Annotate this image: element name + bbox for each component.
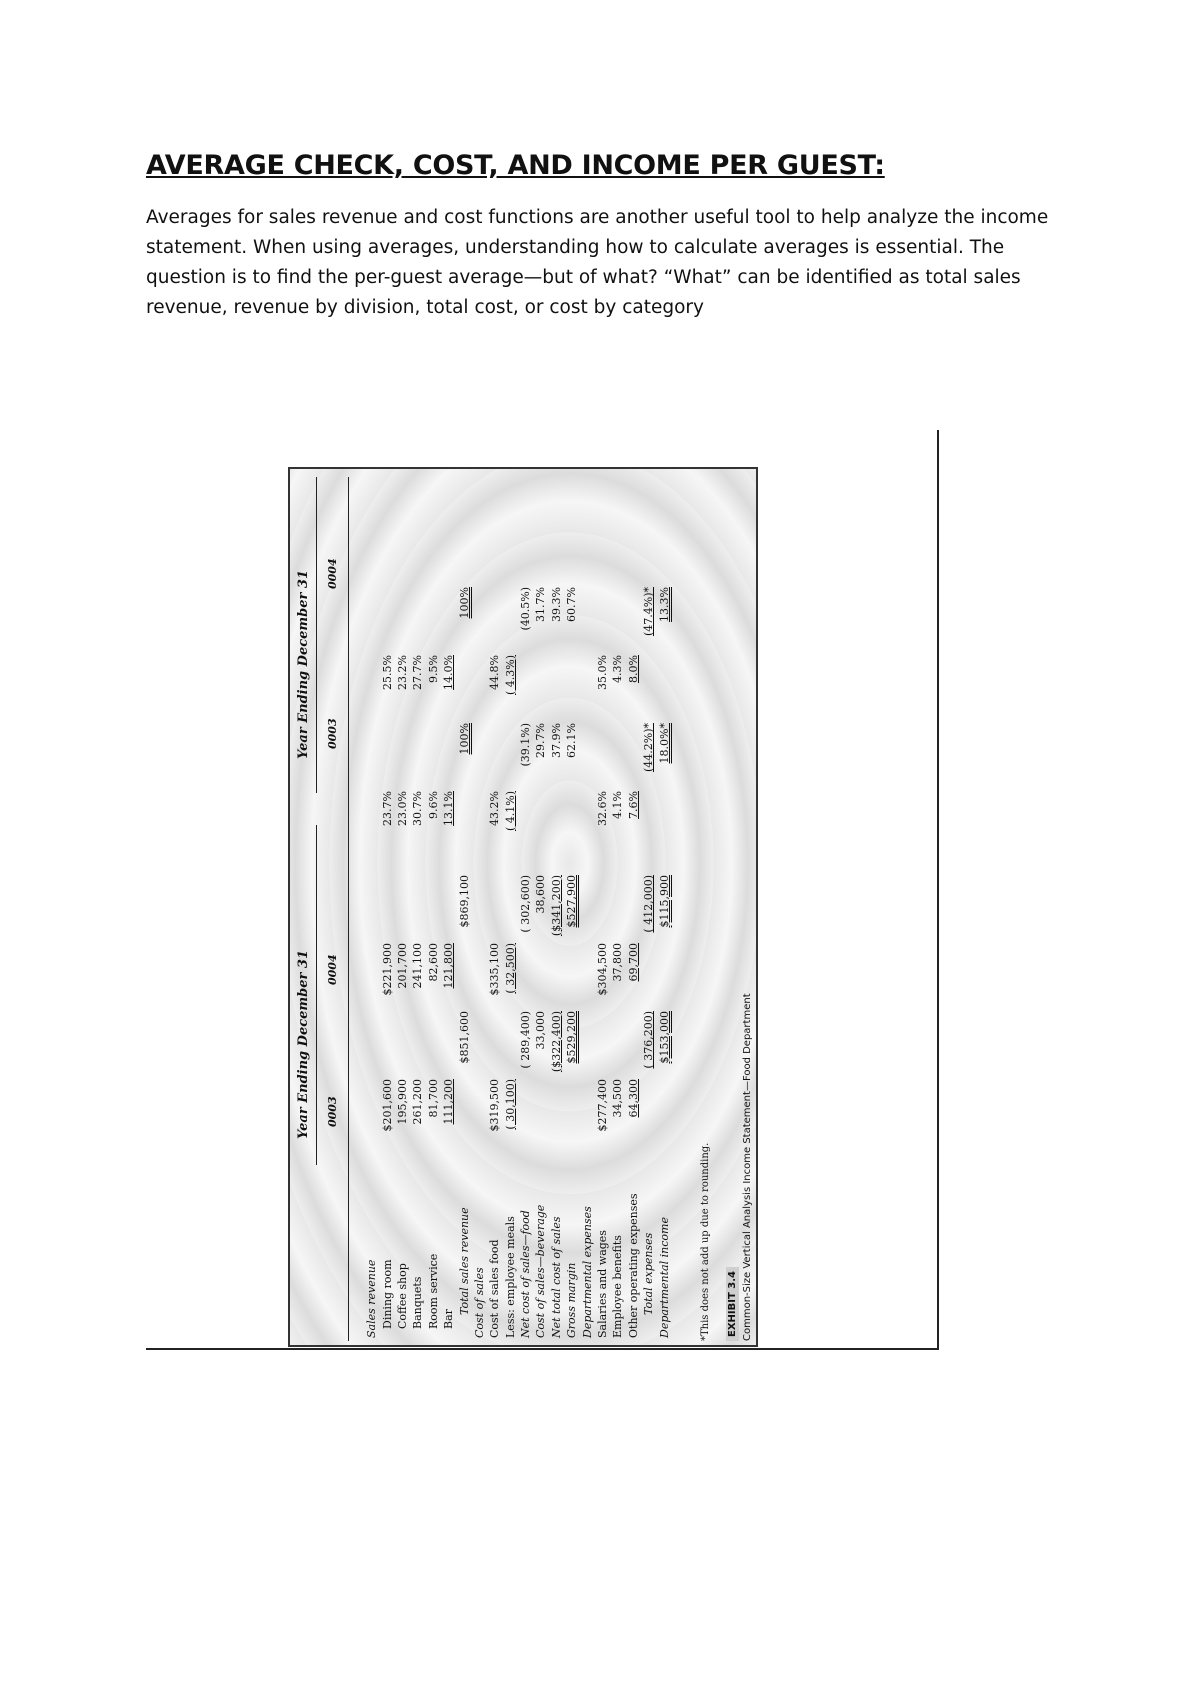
row-label: Salaries and wages [596, 1230, 610, 1338]
amount-cell [579, 1076, 594, 1144]
percent-cell: ( 4.3%) [503, 655, 517, 696]
column-gap [456, 856, 471, 872]
row-label: Cost of sales—beverage [534, 1204, 548, 1338]
row-label: Cost of sales [472, 1267, 486, 1338]
percent-cell [379, 720, 394, 788]
row-label: Bar [442, 1309, 456, 1329]
amount-cell: 37,800 [611, 943, 625, 982]
row-label: Employee benefits [611, 1235, 625, 1338]
amount-cell: ( 412,000) [642, 875, 656, 933]
percent-cell [472, 788, 487, 856]
amount-cell [579, 872, 594, 940]
exhibit-scan [288, 467, 758, 1347]
percent-cell [503, 584, 518, 652]
percent-cell [579, 652, 594, 720]
percent-cell: 23.0% [395, 791, 409, 826]
amount-cell: ( 30,100) [503, 1079, 517, 1130]
percent-cell [610, 584, 625, 652]
amount-cell: 82,600 [426, 943, 440, 982]
percent-cell: 23.7% [380, 791, 394, 826]
percent-cell: 13.3% [657, 587, 671, 622]
amount-cell: ( 376,200) [642, 1011, 656, 1069]
amount-cell [626, 872, 641, 940]
percent-cell: 44.8% [488, 655, 502, 690]
percent-cell: 23.2% [395, 655, 409, 690]
amount-cell [595, 1008, 610, 1076]
statement-row [641, 584, 656, 1341]
percent-cell: 4.3% [611, 655, 625, 683]
column-gap [364, 856, 379, 872]
percent-cell [379, 584, 394, 652]
statement-row [379, 584, 394, 1341]
percent-cell: (39.1%) [519, 723, 533, 767]
amount-cell [656, 940, 671, 1008]
statement-row [487, 584, 502, 1341]
amount-cell [456, 940, 471, 1008]
amount-cell [533, 940, 548, 1008]
row-label: Coffee shop [395, 1263, 409, 1329]
amount-cell [610, 1008, 625, 1076]
percent-cell: 9.5% [426, 655, 440, 683]
amount-cell: ($341,200) [549, 875, 563, 937]
column-gap [487, 856, 502, 872]
amount-cell: $201,600 [380, 1079, 394, 1132]
percent-cell [533, 788, 548, 856]
group-header-dollars: Year Ending December 31 [296, 950, 311, 1139]
percent-cell: 7.6% [626, 791, 640, 819]
amount-cell [410, 1008, 425, 1076]
percent-cell [410, 720, 425, 788]
header-rule [348, 477, 349, 1341]
percent-cell: 39.3% [549, 587, 563, 622]
amount-cell [518, 1076, 533, 1144]
amount-cell [456, 1076, 471, 1144]
percent-cell: ( 4.1%) [503, 791, 517, 832]
row-label: Dining room [380, 1259, 394, 1329]
row-label: Room service [426, 1253, 440, 1329]
amount-cell: 64,300 [626, 1079, 640, 1118]
statement-row [456, 584, 471, 1341]
amount-cell [503, 872, 518, 940]
column-gap [564, 856, 579, 872]
amount-cell: 34,500 [611, 1079, 625, 1118]
income-statement-table [364, 584, 672, 1341]
amount-cell: $869,100 [457, 875, 471, 928]
percent-cell [518, 652, 533, 720]
percent-cell: 100% [457, 587, 471, 619]
statement-row [518, 584, 533, 1341]
percent-cell [564, 788, 579, 856]
column-gap [441, 856, 456, 872]
amount-cell [364, 940, 379, 1008]
rounding-footnote: *This does not add up due to rounding. [700, 1142, 711, 1341]
statement-row [472, 584, 487, 1341]
percent-cell [426, 720, 441, 788]
amount-cell: ( 302,600) [519, 875, 533, 933]
percent-cell [595, 584, 610, 652]
percent-cell [579, 720, 594, 788]
rotated-income-statement [290, 469, 758, 1347]
amount-cell: $153,000 [657, 1011, 671, 1064]
amount-cell: $277,400 [596, 1079, 610, 1132]
percent-cell: 25.5% [380, 655, 394, 690]
percent-cell: 62.1% [565, 723, 579, 758]
column-gap [579, 856, 594, 872]
statement-row [595, 584, 610, 1341]
column-gap [472, 856, 487, 872]
amount-cell: $527,900 [565, 875, 579, 928]
amount-cell [410, 872, 425, 940]
amount-cell: 33,000 [534, 1011, 548, 1050]
percent-cell [595, 720, 610, 788]
amount-cell: ( 289,400) [519, 1011, 533, 1069]
amount-cell [472, 940, 487, 1008]
exhibit-badge: EXHIBIT 3.4 [726, 1267, 739, 1341]
percent-cell [364, 720, 379, 788]
amount-cell [379, 872, 394, 940]
statement-row [579, 584, 594, 1341]
amount-cell [379, 1008, 394, 1076]
percent-cell [564, 652, 579, 720]
percent-cell [441, 720, 456, 788]
column-gap [395, 856, 410, 872]
percent-cell [441, 584, 456, 652]
amount-cell [595, 872, 610, 940]
percent-cell: (44.2%)* [642, 723, 656, 773]
percent-cell [610, 720, 625, 788]
percent-cell: 35.0% [596, 655, 610, 690]
statement-row [656, 584, 671, 1341]
frame-rule-vertical [937, 430, 939, 1350]
percent-cell [364, 652, 379, 720]
amount-cell [518, 940, 533, 1008]
statement-row [533, 584, 548, 1341]
amount-cell [364, 1076, 379, 1144]
row-label: Total expenses [642, 1232, 656, 1315]
amount-cell: ($322,400) [549, 1011, 563, 1073]
exhibit-caption: Common-Size Vertical Analysis Income Statement—Food Department [742, 993, 753, 1341]
amount-cell: 69,700 [626, 943, 640, 982]
percent-cell [641, 652, 656, 720]
percent-cell: 4.1% [611, 791, 625, 819]
amount-cell [626, 1008, 641, 1076]
row-label: Banquets [411, 1276, 425, 1329]
amount-cell: 241,100 [411, 943, 425, 989]
amount-cell [579, 1008, 594, 1076]
amount-cell [395, 1008, 410, 1076]
percent-cell [549, 652, 564, 720]
column-gap [610, 856, 625, 872]
percent-cell: 18.0%* [657, 723, 671, 764]
statement-row [626, 584, 641, 1341]
year-label: 0003 [326, 1096, 339, 1127]
amount-cell: 38,600 [534, 875, 548, 914]
percent-cell: 32.6% [596, 791, 610, 826]
percent-cell [456, 788, 471, 856]
amount-cell: 195,900 [395, 1079, 409, 1125]
intro-paragraph: Averages for sales revenue and cost functions are another useful tool to help analyze the income statement. When using averages, understanding how to calculate averages is essential. The question is to find the per-guest average—but of what? “What” can be identified as total sales revenue, revenue by division, total cost, or cost by category [146, 207, 1049, 318]
row-label: Departmental expenses [580, 1206, 594, 1338]
column-gap [656, 856, 671, 872]
amount-cell [364, 872, 379, 940]
amount-cell [487, 872, 502, 940]
row-label: Departmental income [657, 1217, 671, 1338]
row-label: Other operating expenses [626, 1193, 640, 1338]
amount-cell [610, 872, 625, 940]
amount-cell [364, 1008, 379, 1076]
percent-cell [472, 720, 487, 788]
statement-row [426, 584, 441, 1341]
amount-cell: $851,600 [457, 1011, 471, 1064]
year-label: 0003 [326, 718, 339, 749]
row-label: Cost of sales food [488, 1239, 502, 1338]
column-gap [641, 856, 656, 872]
amount-cell [533, 1076, 548, 1144]
statement-row [549, 584, 564, 1341]
percent-cell: 8.0% [626, 655, 640, 683]
amount-cell [472, 872, 487, 940]
column-gap [379, 856, 394, 872]
percent-cell: 100% [457, 723, 471, 755]
percent-cell [626, 584, 641, 652]
column-gap [426, 856, 441, 872]
column-gap [410, 856, 425, 872]
percent-cell [395, 584, 410, 652]
frame-rule-horizontal [146, 1348, 939, 1350]
percent-cell [426, 584, 441, 652]
amount-cell [472, 1076, 487, 1144]
amount-cell: 111,200 [442, 1079, 456, 1125]
amount-cell [426, 872, 441, 940]
year-label: 0004 [326, 558, 339, 589]
percent-cell: (40.5%) [519, 587, 533, 631]
percent-cell [472, 584, 487, 652]
amount-cell [564, 940, 579, 1008]
percent-cell [472, 652, 487, 720]
amount-cell [641, 1076, 656, 1144]
header-rule [316, 825, 317, 1165]
amount-cell: 81,700 [426, 1079, 440, 1118]
percent-cell [579, 584, 594, 652]
statement-row [441, 584, 456, 1341]
percent-cell: (47.4%)* [642, 587, 656, 637]
amount-cell [579, 940, 594, 1008]
percent-cell: 30.7% [411, 791, 425, 826]
amount-cell: $319,500 [488, 1079, 502, 1132]
row-label: Gross margin [565, 1262, 579, 1338]
row-label: Less: employee meals [503, 1216, 517, 1338]
percent-cell [579, 788, 594, 856]
amount-cell [441, 1008, 456, 1076]
amount-cell [441, 872, 456, 940]
statement-row [410, 584, 425, 1341]
percent-cell: 31.7% [534, 587, 548, 622]
amount-cell [549, 1076, 564, 1144]
amount-cell [549, 940, 564, 1008]
row-label: Total sales revenue [457, 1207, 471, 1315]
column-gap [549, 856, 564, 872]
statement-row [503, 584, 518, 1341]
column-gap [626, 856, 641, 872]
percent-cell [656, 788, 671, 856]
percent-cell: 13.1% [442, 791, 456, 826]
row-label: Net total cost of sales [549, 1216, 563, 1338]
amount-cell: 121,800 [442, 943, 456, 989]
year-label: 0004 [326, 954, 339, 985]
percent-cell [549, 788, 564, 856]
percent-cell [487, 720, 502, 788]
percent-cell: 9.6% [426, 791, 440, 819]
percent-cell [395, 720, 410, 788]
percent-cell [626, 720, 641, 788]
statement-row [364, 584, 379, 1341]
statement-row [564, 584, 579, 1341]
percent-cell: 60.7% [565, 587, 579, 622]
amount-cell [641, 940, 656, 1008]
amount-cell: 261,200 [411, 1079, 425, 1125]
amount-cell: $335,100 [488, 943, 502, 996]
statement-row [610, 584, 625, 1341]
amount-cell [472, 1008, 487, 1076]
percent-cell: 37.9% [549, 723, 563, 758]
amount-cell: 201,700 [395, 943, 409, 989]
amount-cell [564, 1076, 579, 1144]
amount-cell [487, 1008, 502, 1076]
amount-cell: $304,500 [596, 943, 610, 996]
amount-cell: $529,200 [565, 1011, 579, 1064]
column-gap [503, 856, 518, 872]
header-rule [316, 477, 317, 793]
percent-cell: 14.0% [442, 655, 456, 690]
amount-cell [503, 1008, 518, 1076]
statement-row [395, 584, 410, 1341]
percent-cell [410, 584, 425, 652]
percent-cell [487, 584, 502, 652]
amount-cell [395, 872, 410, 940]
percent-cell: 43.2% [488, 791, 502, 826]
percent-cell [518, 788, 533, 856]
percent-cell [503, 720, 518, 788]
amount-cell: ( 32,500) [503, 943, 517, 994]
percent-cell [364, 788, 379, 856]
page-heading: AVERAGE CHECK, COST, AND INCOME PER GUEST: [146, 150, 885, 181]
amount-cell [656, 1076, 671, 1144]
percent-cell: 29.7% [534, 723, 548, 758]
group-header-percent: Year Ending December 31 [296, 570, 311, 759]
amount-cell: $115,900 [657, 875, 671, 928]
row-label: Net cost of sales—food [519, 1210, 533, 1338]
percent-cell [656, 652, 671, 720]
column-gap [533, 856, 548, 872]
percent-cell [533, 652, 548, 720]
percent-cell [364, 584, 379, 652]
percent-cell: 27.7% [411, 655, 425, 690]
row-label: Sales revenue [365, 1259, 379, 1338]
column-gap [518, 856, 533, 872]
amount-cell: $221,900 [380, 943, 394, 996]
column-gap [595, 856, 610, 872]
amount-cell [426, 1008, 441, 1076]
percent-cell [641, 788, 656, 856]
percent-cell [456, 652, 471, 720]
